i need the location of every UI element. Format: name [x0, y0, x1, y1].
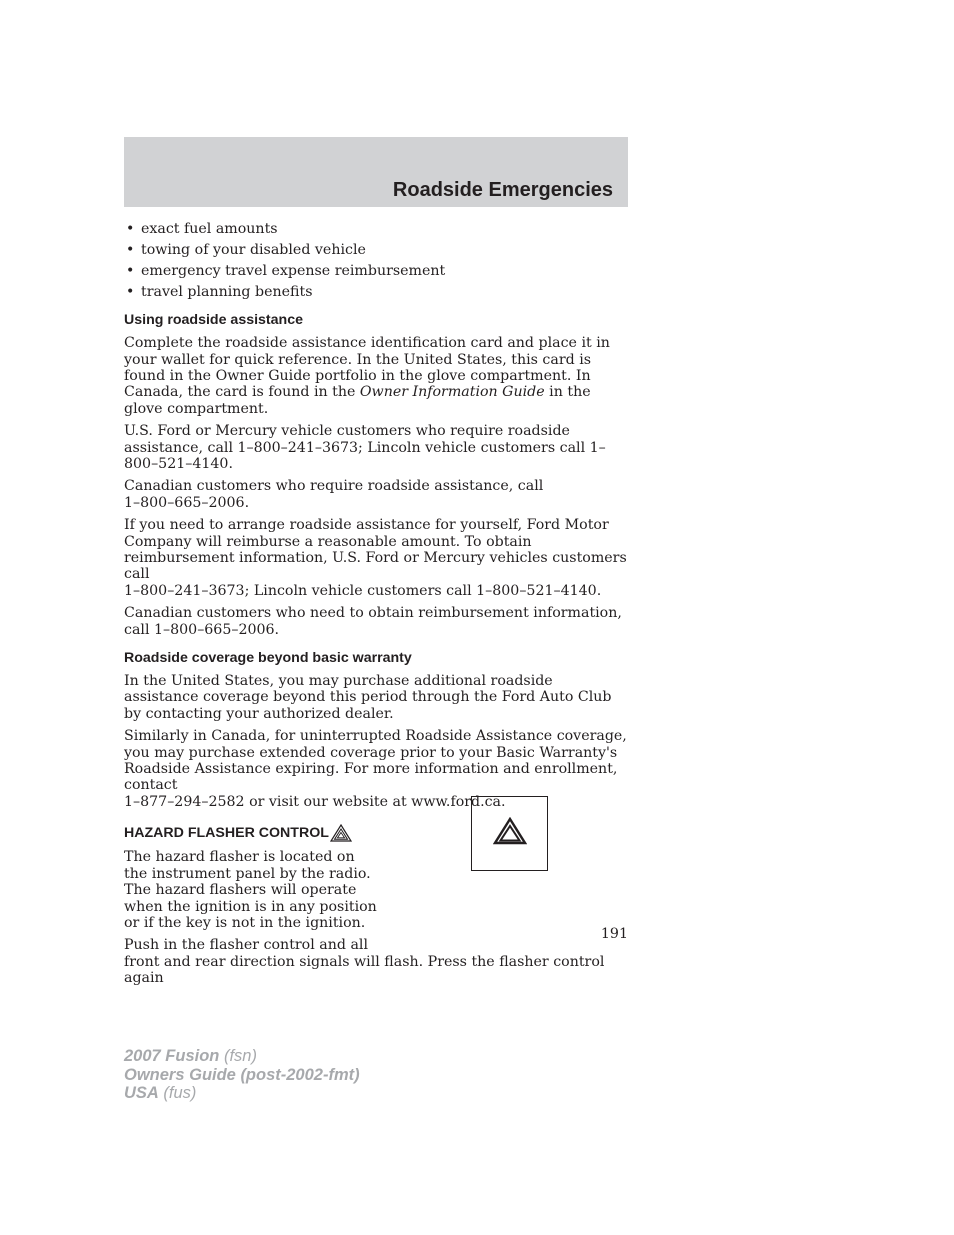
list-item: • towing of your disabled vehicle: [126, 241, 366, 258]
hazard-warning-triangle-icon: [330, 824, 352, 842]
paragraph-hazard-location: The hazard flasher is located on the instrument panel by the radio. The hazard flashers will operate when the ignition is in any position or if the key is not in the ignition.: [124, 849, 377, 931]
section-heading-coverage: Roadside coverage beyond basic warranty: [124, 650, 412, 667]
section-heading-using-roadside: Using roadside assistance: [124, 312, 303, 329]
hazard-flasher-figure: [471, 796, 548, 871]
page-content: [124, 221, 630, 993]
list-item: • emergency travel expense reimbursement: [126, 262, 446, 279]
list-item: • travel planning benefits: [126, 283, 313, 300]
document-footer: [124, 1047, 360, 1103]
paragraph-id-card: Complete the roadside assistance identification card and place it in your wallet for quick reference. In the United States, this card is found in the Owner Guide portfolio in the glove compartment. In Canada, the card is found in the Owner Information Guide in the glove compartment.: [124, 335, 610, 417]
header-band: [124, 137, 628, 207]
paragraph-hazard-operation: Push in the flasher control and all front and rear direction signals will flash. Press the flasher control again: [124, 937, 605, 987]
paragraph-reimbursement: If you need to arrange roadside assistance for yourself, Ford Motor Company will reimburse a reasonable amount. To obtain reimbursement information, U.S. Ford or Mercury vehicles customers call 1–800–241–3673; Lincoln vehicle customers call 1–800–521–4140.: [124, 517, 627, 599]
paragraph-us-coverage: In the United States, you may purchase additional roadside assistance coverage beyond this period through the Ford Auto Club by contacting your authorized dealer.: [124, 673, 612, 722]
service-bullet-list: [124, 221, 630, 300]
hazard-flasher-icon: [493, 817, 527, 849]
section-heading-hazard: HAZARD FLASHER CONTROL: [124, 824, 630, 842]
page-title: Roadside Emergencies: [392, 179, 613, 201]
footer-line-guide: Owners Guide (post-2002-fmt): [124, 1065, 360, 1084]
footer-line-market: USA (fus): [124, 1084, 197, 1102]
paragraph-us-phone: U.S. Ford or Mercury vehicle customers who require roadside assistance, call 1–800–241–3673; Lincoln vehicle customers call 1–800–521–4140.: [124, 423, 606, 472]
paragraph-canada-reimbursement: Canadian customers who need to obtain reimbursement information, call 1–800–665–2006.: [124, 605, 622, 638]
paragraph-canada-coverage: Similarly in Canada, for uninterrupted Roadside Assistance coverage, you may purchase extended coverage prior to your Basic Warranty's Roadside Assistance expiring. For more information and enrollment, contact 1–877–294–2582 or visit our website at www.ford.ca.: [124, 728, 627, 810]
page-number: 191: [600, 926, 628, 942]
paragraph-canada-phone: Canadian customers who require roadside assistance, call 1–800–665–2006.: [124, 478, 544, 511]
footer-line-model: 2007 Fusion (fsn): [124, 1047, 257, 1065]
list-item: • exact fuel amounts: [126, 221, 278, 237]
